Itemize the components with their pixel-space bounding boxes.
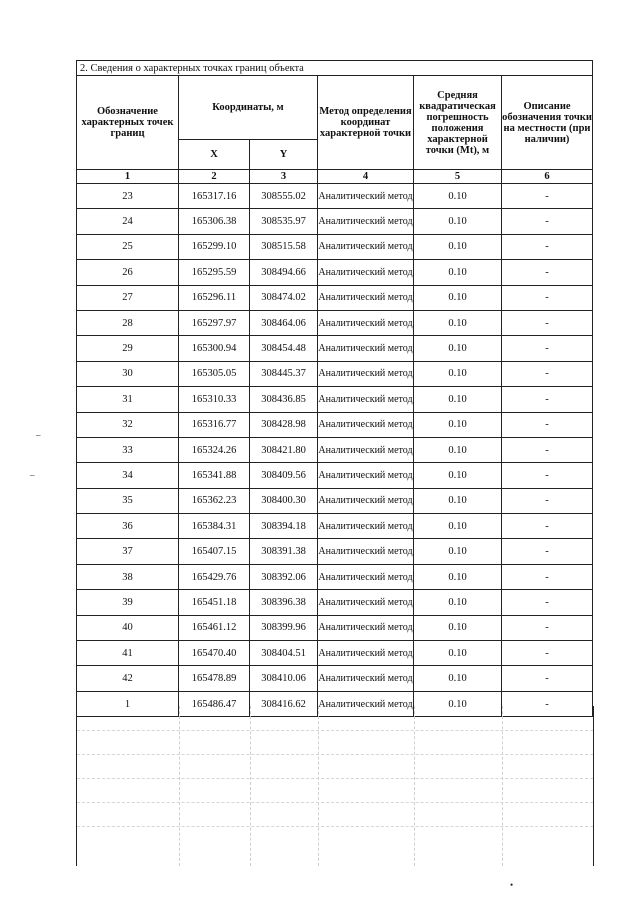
accuracy-cell: 0.10	[414, 641, 502, 666]
coord-x-cell: 165429.76	[179, 564, 250, 589]
description-cell: -	[502, 590, 593, 615]
description-cell: -	[502, 488, 593, 513]
coord-x-cell: 165470.40	[179, 641, 250, 666]
header-coords: Координаты, м	[179, 76, 318, 140]
description-cell: -	[502, 463, 593, 488]
description-cell: -	[502, 260, 593, 285]
column-number: 3	[250, 170, 318, 184]
accuracy-cell: 0.10	[414, 691, 502, 716]
accuracy-cell: 0.10	[414, 514, 502, 539]
accuracy-cell: 0.10	[414, 209, 502, 234]
method-cell: Аналитический метод	[318, 234, 414, 259]
coord-y-cell: 308474.02	[250, 285, 318, 310]
coord-x-cell: 165306.38	[179, 209, 250, 234]
table-row	[77, 184, 593, 209]
point-number-cell: 42	[77, 666, 179, 691]
header-y: Y	[250, 140, 318, 170]
scan-mark: –	[36, 430, 41, 440]
method-cell: Аналитический метод	[318, 539, 414, 564]
coord-x-cell: 165316.77	[179, 412, 250, 437]
coord-x-cell: 165384.31	[179, 514, 250, 539]
coord-x-cell: 165486.47	[179, 691, 250, 716]
table-row	[77, 209, 593, 234]
table-row	[77, 463, 593, 488]
method-cell: Аналитический метод	[318, 488, 414, 513]
description-cell: -	[502, 539, 593, 564]
point-number-cell: 31	[77, 387, 179, 412]
description-cell: -	[502, 666, 593, 691]
accuracy-cell: 0.10	[414, 615, 502, 640]
coord-y-cell: 308396.38	[250, 590, 318, 615]
coord-y-cell: 308428.98	[250, 412, 318, 437]
header-description: Описание обозначения точки на местности (при наличии)	[502, 76, 593, 170]
method-cell: Аналитический метод	[318, 463, 414, 488]
point-number-cell: 38	[77, 564, 179, 589]
accuracy-cell: 0.10	[414, 539, 502, 564]
column-number: 1	[77, 170, 179, 184]
description-cell: -	[502, 184, 593, 209]
accuracy-cell: 0.10	[414, 310, 502, 335]
table-row	[77, 260, 593, 285]
accuracy-cell: 0.10	[414, 666, 502, 691]
accuracy-cell: 0.10	[414, 184, 502, 209]
coord-y-cell: 308399.96	[250, 615, 318, 640]
coord-y-cell: 308394.18	[250, 514, 318, 539]
coord-x-cell: 165341.88	[179, 463, 250, 488]
method-cell: Аналитический метод	[318, 590, 414, 615]
accuracy-cell: 0.10	[414, 412, 502, 437]
method-cell: Аналитический метод	[318, 615, 414, 640]
method-cell: Аналитический метод	[318, 361, 414, 386]
point-number-cell: 25	[77, 234, 179, 259]
method-cell: Аналитический метод	[318, 336, 414, 361]
header-x: X	[179, 140, 250, 170]
table-row	[77, 666, 593, 691]
coord-y-cell: 308392.06	[250, 564, 318, 589]
header-accuracy: Средняя квадратическая погрешность положения характерной точки (Mt), м	[414, 76, 502, 170]
method-cell: Аналитический метод	[318, 285, 414, 310]
description-cell: -	[502, 615, 593, 640]
coord-y-cell: 308391.38	[250, 539, 318, 564]
accuracy-cell: 0.10	[414, 285, 502, 310]
table-row	[77, 336, 593, 361]
coord-x-cell: 165451.18	[179, 590, 250, 615]
description-cell: -	[502, 691, 593, 716]
table-row	[77, 564, 593, 589]
scan-mark: •	[510, 880, 514, 890]
accuracy-cell: 0.10	[414, 234, 502, 259]
table-row	[77, 285, 593, 310]
column-number: 4	[318, 170, 414, 184]
point-number-cell: 36	[77, 514, 179, 539]
coord-y-cell: 308421.80	[250, 437, 318, 462]
point-number-cell: 39	[77, 590, 179, 615]
point-number-cell: 29	[77, 336, 179, 361]
coord-y-cell: 308445.37	[250, 361, 318, 386]
coord-y-cell: 308409.56	[250, 463, 318, 488]
method-cell: Аналитический метод	[318, 209, 414, 234]
coord-x-cell: 165362.23	[179, 488, 250, 513]
coord-y-cell: 308494.66	[250, 260, 318, 285]
coord-y-cell: 308410.06	[250, 666, 318, 691]
points-sheet	[76, 60, 592, 717]
table-row	[77, 387, 593, 412]
description-cell: -	[502, 285, 593, 310]
coord-x-cell: 165295.59	[179, 260, 250, 285]
description-cell: -	[502, 387, 593, 412]
method-cell: Аналитический метод	[318, 691, 414, 716]
column-number: 6	[502, 170, 593, 184]
point-number-cell: 30	[77, 361, 179, 386]
method-cell: Аналитический метод	[318, 310, 414, 335]
description-cell: -	[502, 361, 593, 386]
coord-x-cell: 165324.26	[179, 437, 250, 462]
header-method: Метод определения координат характерной точки	[318, 76, 414, 170]
coord-y-cell: 308416.62	[250, 691, 318, 716]
method-cell: Аналитический метод	[318, 260, 414, 285]
method-cell: Аналитический метод	[318, 412, 414, 437]
table-row	[77, 615, 593, 640]
coord-y-cell: 308464.06	[250, 310, 318, 335]
coord-y-cell: 308555.02	[250, 184, 318, 209]
coord-x-cell: 165296.11	[179, 285, 250, 310]
point-number-cell: 32	[77, 412, 179, 437]
table-row	[77, 488, 593, 513]
point-number-cell: 35	[77, 488, 179, 513]
point-number-cell: 26	[77, 260, 179, 285]
description-cell: -	[502, 412, 593, 437]
coord-x-cell: 165317.16	[179, 184, 250, 209]
accuracy-cell: 0.10	[414, 387, 502, 412]
method-cell: Аналитический метод	[318, 514, 414, 539]
accuracy-cell: 0.10	[414, 260, 502, 285]
description-cell: -	[502, 641, 593, 666]
coord-x-cell: 165407.15	[179, 539, 250, 564]
table-row	[77, 361, 593, 386]
description-cell: -	[502, 514, 593, 539]
point-number-cell: 27	[77, 285, 179, 310]
method-cell: Аналитический метод	[318, 184, 414, 209]
table-row	[77, 590, 593, 615]
table-row	[77, 234, 593, 259]
point-number-cell: 33	[77, 437, 179, 462]
coord-y-cell: 308515.58	[250, 234, 318, 259]
method-cell: Аналитический метод	[318, 564, 414, 589]
coord-y-cell: 308436.85	[250, 387, 318, 412]
table-row	[77, 412, 593, 437]
method-cell: Аналитический метод	[318, 666, 414, 691]
description-cell: -	[502, 209, 593, 234]
point-number-cell: 41	[77, 641, 179, 666]
scan-mark: –	[30, 470, 35, 480]
table-row	[77, 641, 593, 666]
accuracy-cell: 0.10	[414, 564, 502, 589]
coord-y-cell: 308454.48	[250, 336, 318, 361]
description-cell: -	[502, 437, 593, 462]
point-number-cell: 40	[77, 615, 179, 640]
table-body	[77, 184, 593, 717]
coord-x-cell: 165461.12	[179, 615, 250, 640]
coord-y-cell: 308535.97	[250, 209, 318, 234]
accuracy-cell: 0.10	[414, 361, 502, 386]
method-cell: Аналитический метод	[318, 641, 414, 666]
method-cell: Аналитический метод	[318, 437, 414, 462]
section-title: 2. Сведения о характерных точках границ объекта	[77, 61, 593, 76]
column-number: 5	[414, 170, 502, 184]
column-number: 2	[179, 170, 250, 184]
coord-x-cell: 165478.89	[179, 666, 250, 691]
description-cell: -	[502, 310, 593, 335]
table-row	[77, 310, 593, 335]
accuracy-cell: 0.10	[414, 590, 502, 615]
table-row	[77, 514, 593, 539]
coord-x-cell: 165310.33	[179, 387, 250, 412]
coord-x-cell: 165297.97	[179, 310, 250, 335]
table-row	[77, 539, 593, 564]
accuracy-cell: 0.10	[414, 336, 502, 361]
point-number-cell: 24	[77, 209, 179, 234]
accuracy-cell: 0.10	[414, 437, 502, 462]
accuracy-cell: 0.10	[414, 463, 502, 488]
description-cell: -	[502, 336, 593, 361]
faded-continuation-area	[76, 706, 594, 866]
point-number-cell: 1	[77, 691, 179, 716]
description-cell: -	[502, 234, 593, 259]
accuracy-cell: 0.10	[414, 488, 502, 513]
boundary-points-table	[76, 60, 593, 717]
coord-y-cell: 308400.30	[250, 488, 318, 513]
point-number-cell: 28	[77, 310, 179, 335]
point-number-cell: 37	[77, 539, 179, 564]
header-point: Обозначение характерных точек границ	[77, 76, 179, 170]
table-row	[77, 437, 593, 462]
method-cell: Аналитический метод	[318, 387, 414, 412]
coord-x-cell: 165305.05	[179, 361, 250, 386]
coord-y-cell: 308404.51	[250, 641, 318, 666]
coord-x-cell: 165299.10	[179, 234, 250, 259]
point-number-cell: 34	[77, 463, 179, 488]
coord-x-cell: 165300.94	[179, 336, 250, 361]
description-cell: -	[502, 564, 593, 589]
point-number-cell: 23	[77, 184, 179, 209]
